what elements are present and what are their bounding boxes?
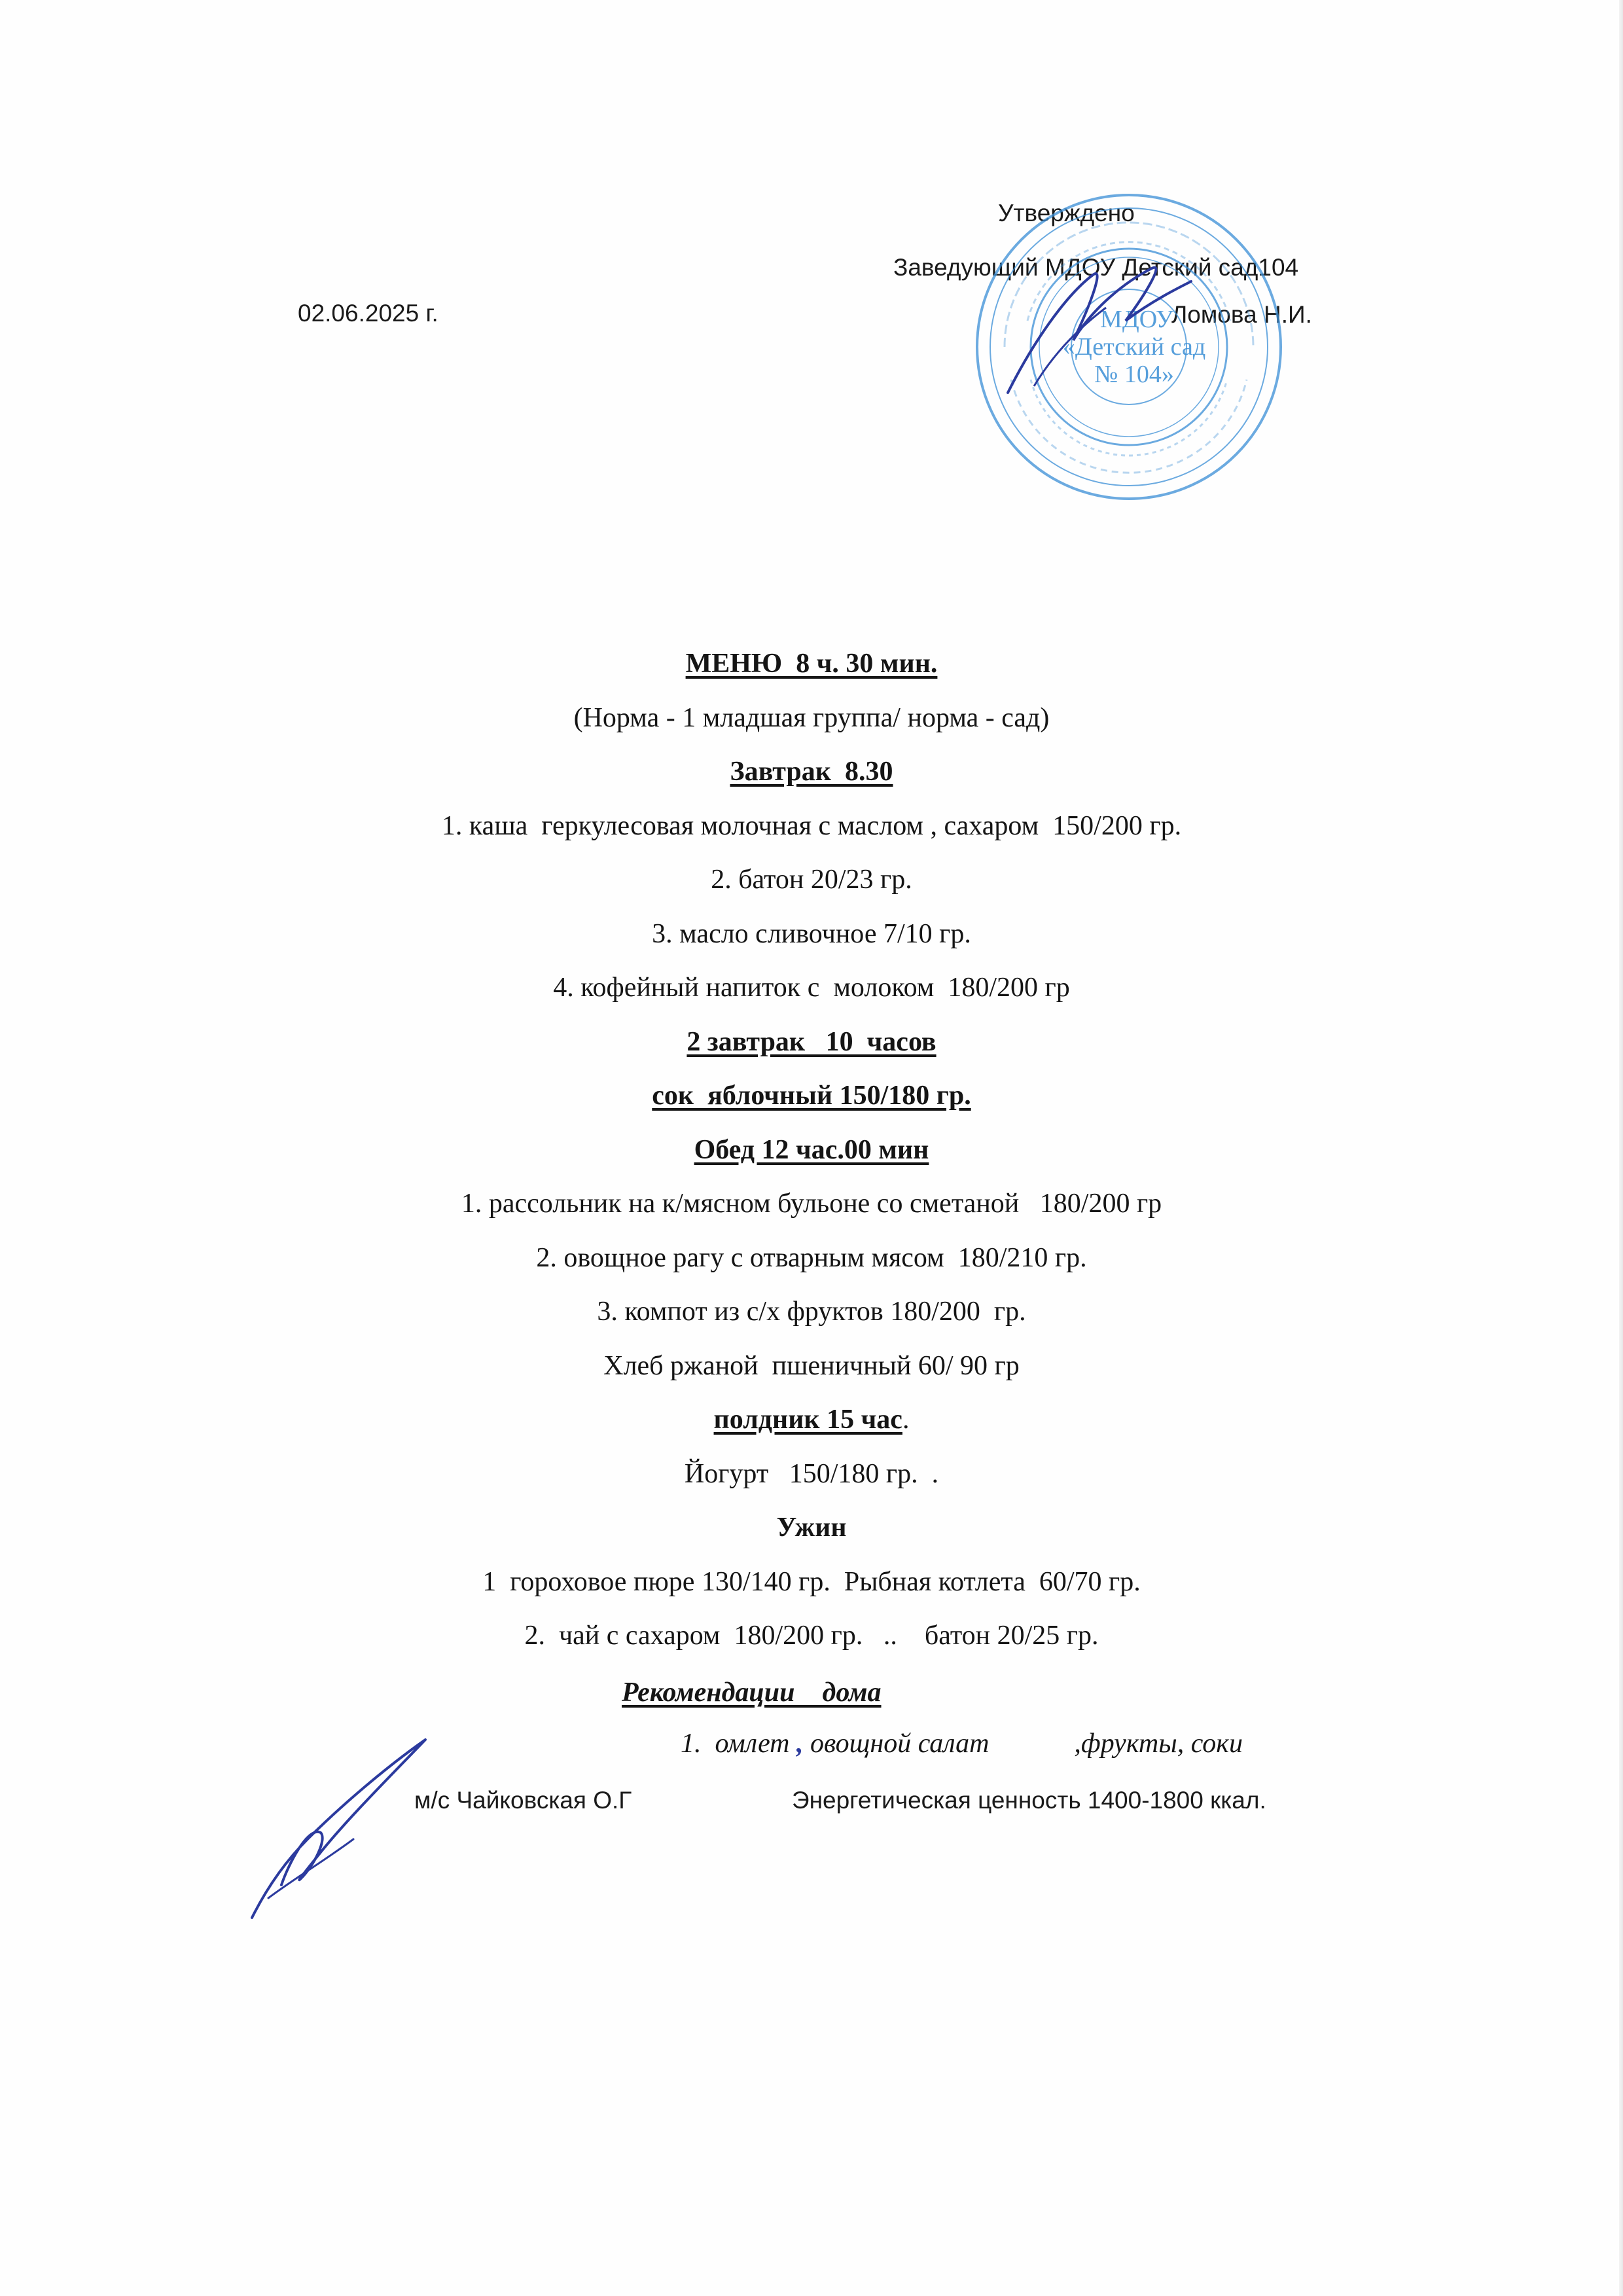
dinner-item-1: 1 гороховое пюре 130/140 гр. Рыбная котлета 60/70 гр.	[482, 1567, 1141, 1597]
breakfast-item-1: 1. каша геркулесовая молочная с маслом , сахаром 150/200 гр.	[441, 811, 1182, 841]
document-date: 02.06.2025 г.	[298, 300, 438, 327]
snack-heading: полдник 15 час	[713, 1405, 902, 1435]
home-recommendations-line	[681, 1728, 1243, 1759]
breakfast-heading: Завтрак 8.30	[730, 757, 893, 787]
snack-heading-suffix: .	[902, 1405, 910, 1435]
breakfast-item-2: 2. батон 20/23 гр.	[711, 865, 912, 895]
snack-heading-line	[0, 1404, 1623, 1435]
menu-title: МЕНЮ 8 ч. 30 мин.	[685, 649, 938, 679]
home-rec-part-1: 1. омлет	[681, 1729, 796, 1759]
home-rec-part-3: ,фрукты, соки	[1074, 1729, 1243, 1759]
second-breakfast-heading: 2 завтрак 10 часов	[687, 1027, 936, 1057]
lunch-item-4: Хлеб ржаной пшеничный 60/ 90 гр	[603, 1351, 1020, 1381]
energy-value: Энергетическая ценность 1400-1800 ккал.	[792, 1787, 1266, 1814]
lunch-heading: Обед 12 час.00 мин	[694, 1135, 929, 1165]
home-recommendations-heading: Рекомендации дома	[622, 1677, 882, 1708]
lunch-item-2: 2. овощное рагу с отварным мясом 180/210 гр.	[536, 1243, 1087, 1273]
nurse-name: м/с Чайковская О.Г	[414, 1787, 632, 1814]
head-signature	[995, 236, 1204, 406]
breakfast-item-3: 3. масло сливочное 7/10 гр.	[652, 919, 971, 949]
home-rec-part-2: овощной салат	[803, 1729, 990, 1759]
stamp-center-line-1: МДОУ	[1100, 306, 1173, 333]
second-breakfast-item: сок яблочный 150/180 гр.	[652, 1081, 971, 1111]
dinner-heading: Ужин	[776, 1513, 847, 1543]
head-name: Ломова Н.И.	[1171, 301, 1312, 328]
nurse-signature	[242, 1728, 438, 1924]
breakfast-item-4: 4. кофейный напиток с молоком 180/200 гр	[553, 973, 1070, 1003]
home-rec-handwritten-comma: ,	[796, 1729, 804, 1759]
head-title: Заведующий МДОУ Детский сад104	[893, 254, 1299, 281]
stamp-center-line-3: № 104»	[1094, 361, 1174, 388]
lunch-item-1: 1. рассольник на к/мясном бульоне со сметаной 180/200 гр	[461, 1189, 1162, 1219]
dinner-item-2: 2. чай с сахаром 180/200 гр. .. батон 20/25 гр.	[524, 1621, 1099, 1651]
approved-label: Утверждено	[998, 200, 1135, 226]
menu-subtitle: (Норма - 1 младшая группа/ норма - сад)	[573, 703, 1050, 733]
lunch-item-3: 3. компот из с/х фруктов 180/200 гр.	[597, 1297, 1026, 1327]
stamp-center-line-2: «Детский сад	[1062, 333, 1206, 361]
snack-item: Йогурт 150/180 гр. .	[684, 1459, 939, 1489]
